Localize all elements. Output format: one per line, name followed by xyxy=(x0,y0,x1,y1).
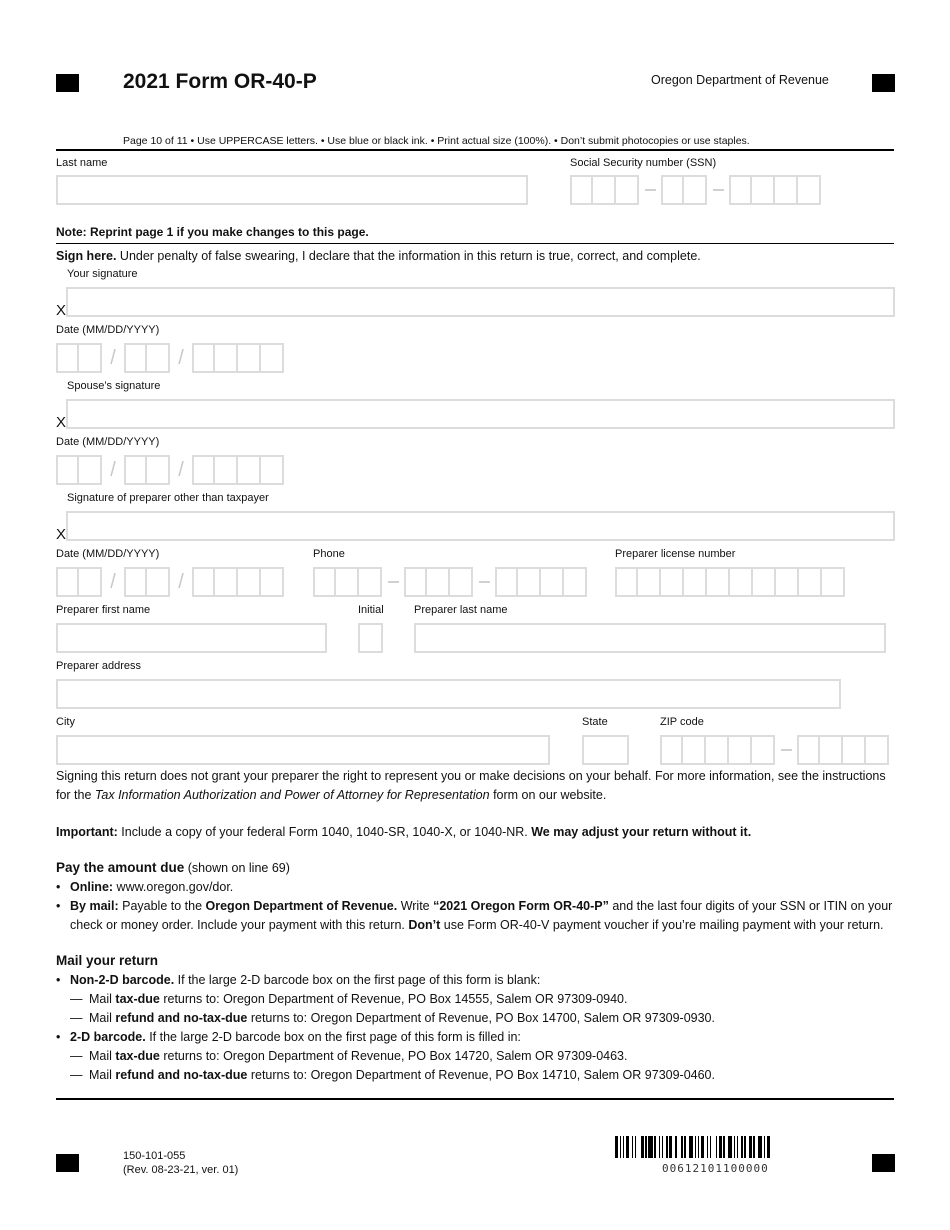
state-label: State xyxy=(582,716,608,728)
barcode xyxy=(615,1136,825,1158)
preparer-address-label: Preparer address xyxy=(56,660,141,672)
barcode-bar xyxy=(770,1136,772,1158)
your-signature-input[interactable] xyxy=(66,287,895,317)
city-label: City xyxy=(56,716,75,728)
mail-address-line: Mail tax-due returns to: Oregon Department of Revenue, PO Box 14720, Salem OR 97309-0463. xyxy=(89,1049,628,1063)
your-signature-label: Your signature xyxy=(67,268,138,280)
preparer-first-name-label: Preparer first name xyxy=(56,604,151,616)
representation-notice: Signing this return does not grant your preparer the right to represent you or make decisions on your behalf. For more information, see the instructions for the Tax Information Authorization and Power of Attorney for Representation form on our website. xyxy=(56,769,886,802)
non-2d-barcode-item: Non-2-D barcode. If the large 2-D barcode box on the first page of this form is blank: xyxy=(70,973,541,987)
phone-input[interactable] xyxy=(313,567,587,597)
preparer-date-input[interactable]: / / xyxy=(56,567,284,597)
ssn-label: Social Security number (SSN) xyxy=(570,157,717,169)
preparer-first-name-input[interactable] xyxy=(56,623,327,653)
spouse-signature-date-input[interactable]: / / xyxy=(56,455,284,485)
reprint-note: Note: Reprint page 1 if you make changes to this page. xyxy=(56,225,369,239)
zip-input[interactable] xyxy=(660,735,889,765)
divider xyxy=(56,1098,894,1100)
divider xyxy=(56,149,894,151)
preparer-last-name-label: Preparer last name xyxy=(414,604,508,616)
pay-heading: Pay the amount due (shown on line 69) xyxy=(56,860,290,875)
mail-address-line: Mail refund and no-tax-due returns to: Oregon Department of Revenue, PO Box 14700, Salem OR 97309-0930. xyxy=(89,1011,715,1025)
date-label: Date (MM/DD/YYYY) xyxy=(56,548,160,560)
registration-mark xyxy=(56,1154,79,1172)
preparer-license-label: Preparer license number xyxy=(615,548,736,560)
sign-here-statement: Sign here. Under penalty of false swearing, I declare that the information in this return is true, correct, and complete. xyxy=(56,249,701,263)
registration-mark xyxy=(872,74,895,92)
phone-label: Phone xyxy=(313,548,345,560)
form-revision: (Rev. 08-23-21, ver. 01) xyxy=(123,1164,239,1176)
preparer-address-input[interactable] xyxy=(56,679,841,709)
date-label: Date (MM/DD/YYYY) xyxy=(56,324,160,336)
form-title: 2021 Form OR-40-P xyxy=(123,70,317,93)
registration-mark xyxy=(872,1154,895,1172)
last-name-input[interactable] xyxy=(56,175,528,205)
form-number: 150-101-055 xyxy=(123,1150,186,1162)
preparer-signature-input[interactable] xyxy=(66,511,895,541)
state-input[interactable] xyxy=(582,735,629,765)
spouse-signature-input[interactable] xyxy=(66,399,895,429)
last-name-label: Last name xyxy=(56,157,108,169)
mail-address-line: Mail refund and no-tax-due returns to: Oregon Department of Revenue, PO Box 14710, Salem OR 97309-0460. xyxy=(89,1068,715,1082)
pay-by-mail: By mail: Payable to the Oregon Department of Revenue. Write “2021 Oregon Form OR-40-P” and the last four digits of your SSN or ITIN on your check or money order. Include your payment with this return. Don’t use Form OR-40-V payment voucher if you’re mailing payment with your return. xyxy=(70,899,893,932)
signature-x-mark: X xyxy=(56,526,67,543)
agency-name: Oregon Department of Revenue xyxy=(651,73,829,87)
preparer-initial-input[interactable] xyxy=(358,623,383,653)
divider xyxy=(56,243,894,244)
zip-label: ZIP code xyxy=(660,716,704,728)
barcode-number: 00612101100000 xyxy=(662,1162,769,1175)
preparer-license-input[interactable] xyxy=(615,567,845,597)
pay-online: Online: www.oregon.gov/dor. xyxy=(70,880,234,894)
ssn-input[interactable] xyxy=(570,175,821,205)
2d-barcode-item: 2-D barcode. If the large 2-D barcode box on the first page of this form is filled in: xyxy=(70,1030,521,1044)
mail-return-heading: Mail your return xyxy=(56,953,159,968)
signature-x-mark: X xyxy=(56,302,67,319)
signature-x-mark: X xyxy=(56,414,67,431)
city-input[interactable] xyxy=(56,735,550,765)
initial-label: Initial xyxy=(358,604,384,616)
registration-mark xyxy=(56,74,79,92)
form-instructions: Page 10 of 11 • Use UPPERCASE letters. • Use blue or black ink. • Print actual size (100%). • Don’t submit photocopies or use staples. xyxy=(123,135,750,147)
spouse-signature-label: Spouse’s signature xyxy=(67,380,161,392)
date-label: Date (MM/DD/YYYY) xyxy=(56,436,160,448)
preparer-last-name-input[interactable] xyxy=(414,623,886,653)
preparer-signature-label: Signature of preparer other than taxpayer xyxy=(67,492,269,504)
mail-address-line: Mail tax-due returns to: Oregon Department of Revenue, PO Box 14555, Salem OR 97309-0940. xyxy=(89,992,628,1006)
your-signature-date-input[interactable]: / / xyxy=(56,343,284,373)
important-notice: Important: Include a copy of your federal Form 1040, 1040-SR, 1040-X, or 1040-NR. We may adjust your return without it. xyxy=(56,825,752,839)
